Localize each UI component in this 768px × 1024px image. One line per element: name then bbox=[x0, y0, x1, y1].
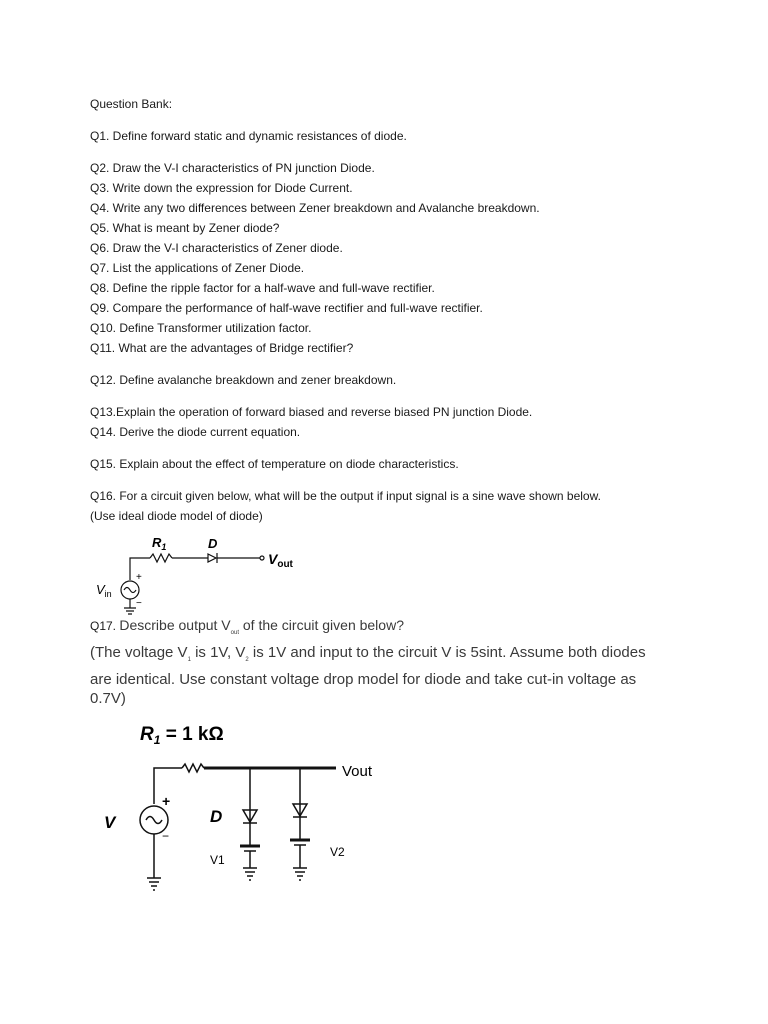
question-12: Q12. Define avalanche breakdown and zener breakdown. bbox=[90, 373, 397, 387]
resistor-r1 bbox=[150, 554, 172, 562]
diode-d bbox=[208, 554, 216, 562]
ground-icon bbox=[147, 878, 161, 890]
question-13: Q13.Explain the operation of forward biased and reverse biased PN junction Diode. bbox=[90, 405, 533, 419]
doc-title: Question Bank: bbox=[90, 97, 173, 111]
vout-label: Vout bbox=[342, 763, 373, 780]
r1-value-label: $R_1 = 1$ kΩ bbox=[140, 724, 224, 747]
question-6: Q6. Draw the V-I characteristics of Zener diode. bbox=[90, 241, 343, 255]
question-16: Q16. For a circuit given below, what will be the output if input signal is a sine wave shown below. bbox=[90, 489, 601, 503]
minus-sign: − bbox=[136, 598, 142, 609]
plus-sign: + bbox=[162, 793, 171, 809]
question-1: Q1. Define forward static and dynamic resistances of diode. bbox=[90, 129, 407, 143]
plus-sign: + bbox=[136, 572, 142, 583]
question-8: Q8. Define the ripple factor for a half-wave and full-wave rectifier. bbox=[90, 281, 435, 295]
ground-icon bbox=[124, 608, 136, 614]
v1-label: V1 bbox=[210, 853, 225, 867]
vin-label: $V_{in}$ bbox=[96, 582, 112, 599]
v-label: V bbox=[104, 813, 116, 832]
question-5: Q5. What is meant by Zener diode? bbox=[90, 221, 280, 235]
question-bank bbox=[90, 94, 710, 526]
v2-label: V2 bbox=[330, 845, 345, 859]
r1-label: $R_1$ bbox=[152, 535, 167, 552]
resistor-r1 bbox=[182, 764, 204, 772]
circuit-diagram-2 bbox=[90, 718, 410, 908]
question-14: Q14. Derive the diode current equation. bbox=[90, 425, 301, 439]
question-11: Q11. What are the advantages of Bridge rectifier? bbox=[90, 341, 354, 355]
diode-label: D bbox=[208, 536, 218, 551]
minus-sign: − bbox=[162, 829, 170, 843]
question-2: Q2. Draw the V-I characteristics of PN junction Diode. bbox=[90, 161, 375, 175]
q17-conditions: (The voltage $V_1$ is 1V, $V_2$ is 1V and input to the circuit V is 5sint. Assume both diodes are identical. Use constant voltage drop model for diode and take cut-in voltage as 0.7V) bbox=[90, 643, 646, 707]
ground-icon bbox=[243, 868, 257, 880]
question-9: Q9. Compare the performance of half-wave rectifier and full-wave rectifier. bbox=[90, 301, 483, 315]
diode-label: D bbox=[210, 807, 223, 826]
ground-icon bbox=[293, 868, 307, 880]
question-15: Q15. Explain about the effect of temperature on diode characteristics. bbox=[90, 457, 459, 471]
question-10: Q10. Define Transformer utilization factor. bbox=[90, 321, 312, 335]
question-17: Q17. Describe output $V_{out}$ of the circuit given below? (The voltage $V_1$ is 1V, $V_2$ is 1V and input to the circuit V is 5sint. Assume both diodes are identical. Use constant voltage drop model for diode and take cut-in voltage as 0.7V) bbox=[90, 616, 670, 708]
question-7: Q7. List the applications of Zener Diode. bbox=[90, 261, 305, 275]
question-16-note: (Use ideal diode model of diode) bbox=[90, 509, 263, 523]
circuit-diagram-1 bbox=[90, 534, 320, 616]
q17-number: Q17. bbox=[90, 619, 117, 633]
question-4: Q4. Write any two differences between Zener breakdown and Avalanche breakdown. bbox=[90, 201, 540, 215]
vout-label: $V_{out}$ bbox=[268, 551, 293, 570]
question-3: Q3. Write down the expression for Diode Current. bbox=[90, 181, 353, 195]
